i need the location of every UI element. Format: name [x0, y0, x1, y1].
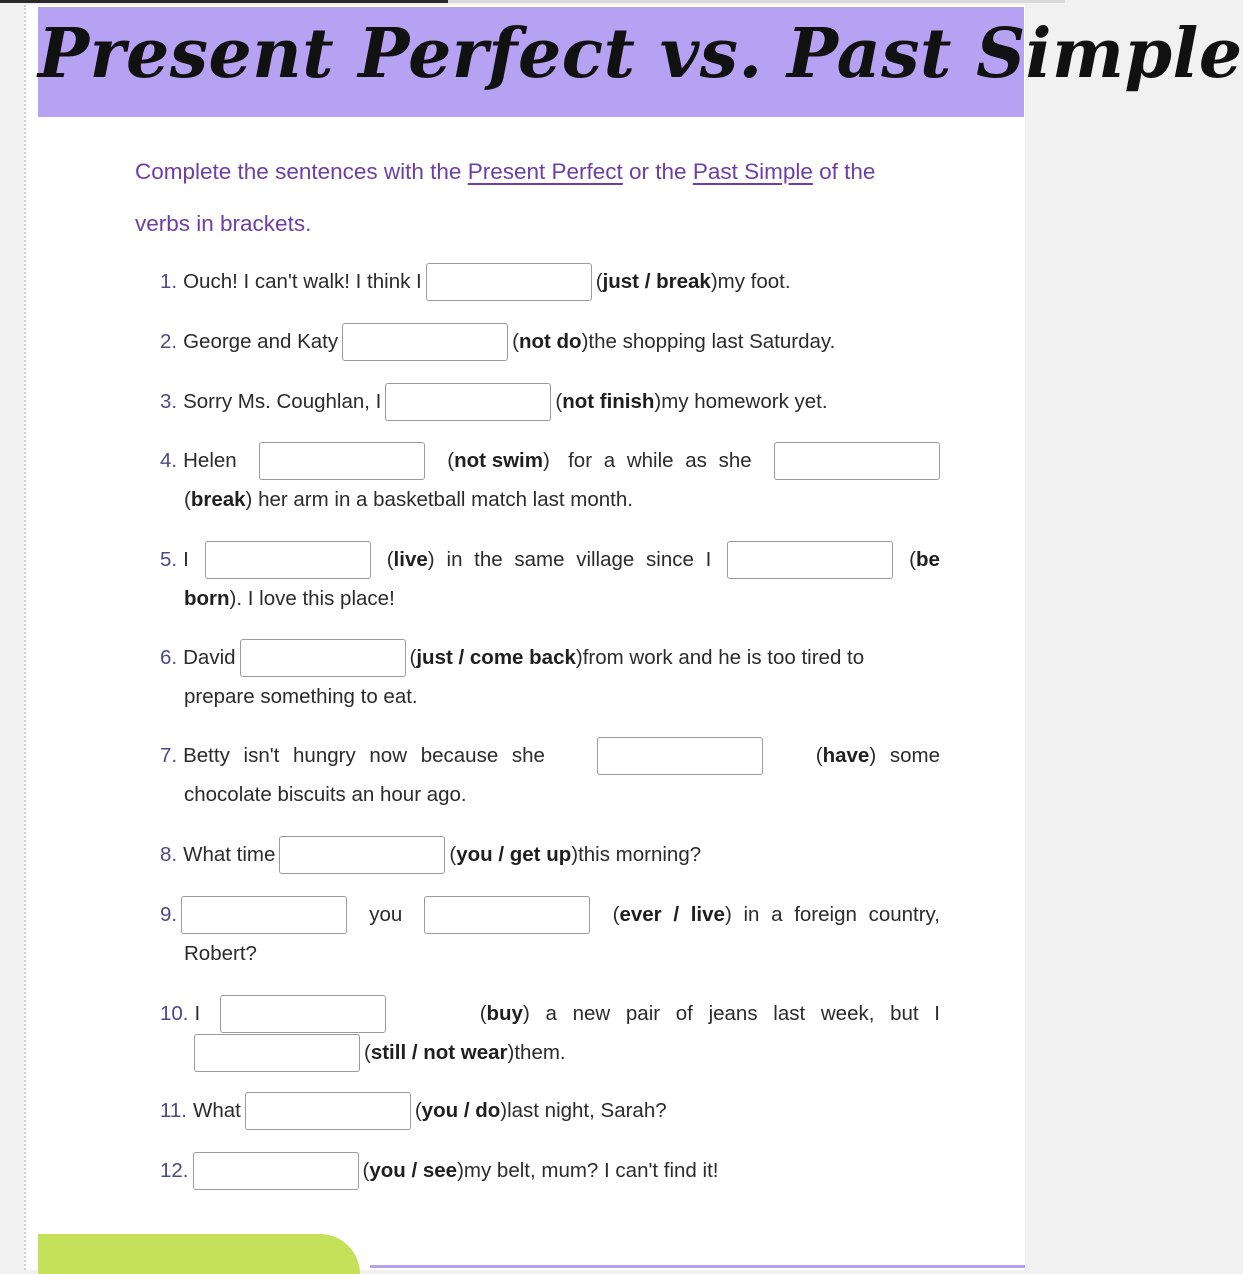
exercise-item-7: [160, 736, 940, 814]
verb-hint: (have) some: [815, 744, 940, 767]
answer-box[interactable]: [385, 383, 551, 421]
item-number: 4.: [160, 449, 178, 472]
verb-hint: (not swim): [447, 449, 550, 472]
top-edge-light: [448, 0, 1065, 3]
answer-box[interactable]: [774, 442, 940, 480]
exercise-item-10: [160, 994, 940, 1072]
verb-hint: (live): [386, 548, 435, 571]
sentence-text: I: [194, 1002, 201, 1025]
answer-box[interactable]: [205, 541, 371, 579]
answer-box[interactable]: [245, 1092, 411, 1130]
verb-hint: (not do): [512, 330, 589, 353]
exercise-item-2: [160, 322, 940, 361]
sentence-text: Betty isn't hungry now because she: [183, 744, 545, 767]
sentence-text: last night, Sarah?: [507, 1099, 667, 1122]
sentence-text: chocolate biscuits an hour ago.: [184, 783, 467, 806]
sentence-text: prepare something to eat.: [184, 685, 418, 708]
sentence-text: my belt, mum? I can't find it!: [463, 1159, 719, 1182]
sentence-text: you: [369, 903, 403, 926]
item-number: 12.: [160, 1159, 189, 1182]
footer-tab: [38, 1234, 360, 1274]
sentence-text: George and Katy: [183, 330, 339, 353]
exercise-item-3: [160, 382, 940, 421]
sentence-text: Helen: [183, 449, 237, 472]
answer-box[interactable]: [240, 639, 406, 677]
item-number: 3.: [160, 390, 178, 413]
exercise-item-1: [160, 262, 940, 301]
verb-hint: (be: [909, 548, 940, 571]
verb-hint: (ever / live) in a foreign country,: [612, 903, 940, 926]
exercise-item-4: [160, 441, 940, 519]
item-number: 2.: [160, 330, 178, 353]
verb-hint: (just / break): [595, 270, 718, 293]
exercise-item-6: [160, 638, 940, 716]
verb-hint: (break): [184, 488, 253, 511]
page-title: Present Perfect vs. Past Simple: [38, 14, 1243, 94]
past-simple-link: Past Simple: [692, 159, 813, 184]
answer-box[interactable]: [193, 1152, 359, 1190]
answer-box[interactable]: [342, 323, 508, 361]
sentence-text: this morning?: [578, 843, 702, 866]
item-number: 9.: [160, 903, 178, 926]
item-number: 6.: [160, 646, 178, 669]
answer-box[interactable]: [220, 995, 386, 1033]
sentence-text: her arm in a basketball match last month.: [252, 488, 633, 511]
footer-divider: [370, 1265, 1025, 1268]
instructions: [135, 146, 985, 250]
exercise-item-9: [160, 895, 940, 973]
answer-box[interactable]: [194, 1034, 360, 1072]
answer-box[interactable]: [426, 263, 592, 301]
verb-hint: born): [184, 587, 237, 610]
instruction-text: verbs in brackets.: [135, 211, 312, 236]
answer-box[interactable]: [259, 442, 425, 480]
sentence-text: I: [183, 548, 189, 571]
sentence-text: my foot.: [717, 270, 791, 293]
sentence-text: the shopping last Saturday.: [588, 330, 836, 353]
sentence-text: David: [183, 646, 236, 669]
exercise-item-5: [160, 540, 940, 618]
sentence-text: in the same village since I: [446, 548, 712, 571]
instruction-text: of the: [812, 159, 876, 184]
exercise-item-8: [160, 835, 940, 874]
item-number: 7.: [160, 744, 178, 767]
exercise-item-12: [160, 1151, 940, 1190]
item-number: 11.: [160, 1099, 187, 1122]
item-number: 1.: [160, 270, 178, 293]
verb-hint: (you / get up): [449, 843, 579, 866]
answer-box[interactable]: [727, 541, 893, 579]
verb-hint: (buy) a new pair of jeans last week, but I: [479, 1002, 940, 1025]
instruction-text: or the: [622, 159, 693, 184]
answer-box[interactable]: [597, 737, 763, 775]
verb-hint: (not finish): [555, 390, 662, 413]
answer-box[interactable]: [279, 836, 445, 874]
answer-box[interactable]: [424, 896, 590, 934]
item-number: 10.: [160, 1002, 189, 1025]
item-number: 5.: [160, 548, 178, 571]
sentence-text: them.: [514, 1041, 566, 1064]
sentence-text: What time: [183, 843, 276, 866]
sentence-text: from work and he is too tired to: [582, 646, 865, 669]
sentence-text: What: [192, 1099, 241, 1122]
answer-box[interactable]: [181, 896, 347, 934]
sentence-text: Robert?: [184, 942, 257, 965]
sentence-text: . I love this place!: [236, 587, 395, 610]
verb-hint: (you / see): [362, 1159, 464, 1182]
verb-hint: (still / not wear): [364, 1041, 515, 1064]
sentence-text: Sorry Ms. Coughlan, I: [183, 390, 382, 413]
exercise-item-11: [160, 1091, 940, 1130]
verb-hint: (just / come back): [409, 646, 583, 669]
present-perfect-link: Present Perfect: [467, 159, 623, 184]
top-edge-dark: [0, 0, 448, 3]
sentence-text: Ouch! I can't walk! I think I: [183, 270, 422, 293]
sentence-text: for a while as she: [568, 449, 752, 472]
item-number: 8.: [160, 843, 178, 866]
sentence-text: my homework yet.: [661, 390, 828, 413]
instruction-text: Complete the sentences with the: [135, 159, 468, 184]
verb-hint: (you / do): [414, 1099, 508, 1122]
